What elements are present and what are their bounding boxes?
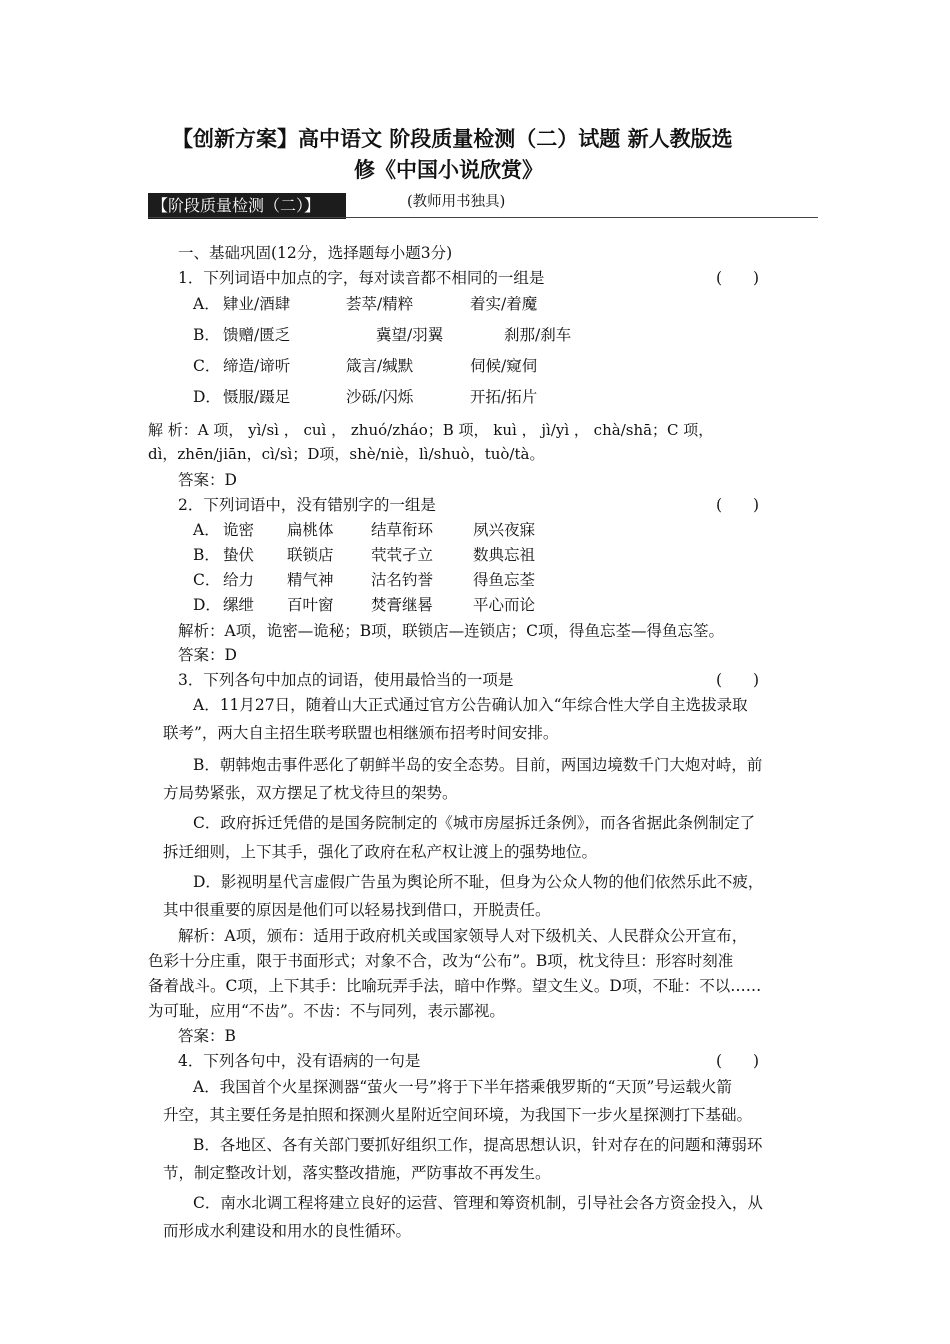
q4-option-c-line2: 而形成水利建设和用水的良性循环。 <box>163 1222 412 1240</box>
q4-option-b-line2: 节，制定整改计划，落实整改措施，严防事故不再发生。 <box>163 1164 551 1182</box>
q1-option-c-item3: 伺候/窥伺 <box>470 357 538 375</box>
q1-option-b-item3: 刹那/刹车 <box>504 326 572 344</box>
q2-explanation: 解析：A项，诡密—诡秘；B项，联锁店—连锁店；C项，得鱼忘荃—得鱼忘筌。 <box>178 622 724 640</box>
q3-option-b-line1: B．朝韩炮击事件恶化了朝鲜半岛的安全态势。目前，两国边境数千门大炮对峙，前 <box>193 756 763 774</box>
q2-option-b-item4: 数典忘祖 <box>473 546 536 564</box>
q3-option-c-line2: 拆迁细则，上下其手，强化了政府在私产权让渡上的强势地位。 <box>163 843 598 861</box>
q3-explanation-line4: 为可耻，应用“不齿”。不齿：不与同列，表示鄙视。 <box>148 1002 505 1020</box>
q3-option-a-line1: A．11月27日，随着山大正式通过官方公告确认加入“年综合性大学自主选拔录取 <box>193 696 748 714</box>
q3-option-b-line2: 方局势紧张，双方摆足了枕戈待旦的架势。 <box>163 784 458 802</box>
q3-explanation-line1: 解析：A项，颁布：适用于政府机关或国家领导人对下级机关、人民群众公开宣布， <box>178 927 748 945</box>
q2-option-b-item2: 联锁店 <box>287 546 334 564</box>
q3-option-c-line1: C．政府拆迁凭借的是国务院制定的《城市房屋拆迁条例》，而各省据此条例制定了 <box>193 814 756 832</box>
q3-answer-blank: ( ) <box>716 671 760 689</box>
q1-option-b-item2: 冀望/羽翼 <box>376 326 444 344</box>
q2-option-c-item3: 沽名钓誉 <box>371 571 434 589</box>
q4-option-c-line1: C．南水北调工程将建立良好的运营、管理和筹资机制，引导社会各方资金投入，从 <box>193 1194 763 1212</box>
q4-option-a-line1: A．我国首个火星探测器“萤火一号”将于下半年搭乘俄罗斯的“天顶”号运载火箭 <box>193 1078 732 1096</box>
q3-option-a-line2: 联考”，两大自主招生联考联盟也相继颁布招考时间安排。 <box>163 724 559 742</box>
q1-explanation-line1: 解 析：A 项， yì/sì ， cuì ， zhuó/zháo；B 项， kuì ， jì/yì ， chà/shā；C 项， <box>148 421 714 439</box>
q1-option-a-item1: 肄业/酒肆 <box>223 295 291 313</box>
q1-option-c-label: C． <box>193 357 221 375</box>
q1-option-d-item1: 慑服/蹑足 <box>223 388 291 406</box>
q1-option-a-label: A． <box>193 295 220 313</box>
q1-answer: 答案：D <box>178 471 237 489</box>
q2-option-a-item4: 夙兴夜寐 <box>473 521 536 539</box>
q2-option-a-label: A． <box>193 521 220 539</box>
q3-explanation-line2: 色彩十分庄重，限于书面形式；对象不合，改为“公布”。B项，枕戈待旦：形容时刻准 <box>148 952 734 970</box>
q1-option-d-item2: 沙砾/闪烁 <box>346 388 414 406</box>
q1-stem: 1．下列词语中加点的字，每对读音都不相同的一组是 <box>178 269 545 287</box>
q2-answer: 答案：D <box>178 646 237 664</box>
q2-option-c-item2: 精气神 <box>287 571 334 589</box>
q2-option-b-item1: 蛰伏 <box>223 546 255 564</box>
q3-option-d-line1: D．影视明星代言虚假广告虽为舆论所不耻，但身为公众人物的他们依然乐此不疲， <box>193 873 764 891</box>
document-title-line1: 【创新方案】高中语文 阶段质量检测（二）试题 新人教版选 <box>172 126 733 151</box>
q2-option-d-item3: 焚膏继晷 <box>371 596 434 614</box>
q3-stem: 3．下列各句中加点的词语，使用最恰当的一项是 <box>178 671 514 689</box>
q1-option-c-item2: 箴言/缄默 <box>346 357 414 375</box>
q2-option-c-label: C． <box>193 571 221 589</box>
q2-option-a-item1: 诡密 <box>223 521 255 539</box>
q1-option-b-item1: 馈赠/匮乏 <box>223 326 291 344</box>
q2-option-a-item3: 结草衔环 <box>371 521 434 539</box>
q1-option-b-label: B． <box>193 326 220 344</box>
section-tag: 【阶段质量检测（二）】 <box>148 193 346 219</box>
q2-option-d-item2: 百叶窗 <box>287 596 334 614</box>
q2-option-d-item4: 平心而论 <box>473 596 536 614</box>
q2-option-c-item4: 得鱼忘荃 <box>473 571 536 589</box>
q2-answer-blank: ( ) <box>716 496 760 514</box>
q2-option-d-label: D． <box>193 596 221 614</box>
q3-explanation-line3: 备着战斗。C项，上下其手：比喻玩弄手法，暗中作弊。望文生义。D项，不耻：不以…… <box>148 977 762 995</box>
q4-stem: 4．下列各句中，没有语病的一句是 <box>178 1052 421 1070</box>
header-rule <box>148 217 818 218</box>
q4-answer-blank: ( ) <box>716 1052 760 1070</box>
q2-stem: 2．下列词语中，没有错别字的一组是 <box>178 496 436 514</box>
q1-option-a-item2: 荟萃/精粹 <box>346 295 414 313</box>
q1-option-c-item1: 缔造/谛听 <box>223 357 291 375</box>
q1-option-a-item3: 着实/着魔 <box>470 295 538 313</box>
q4-option-a-line2: 升空，其主要任务是拍照和探测火星附近空间环境，为我国下一步火星探测打下基础。 <box>163 1106 753 1124</box>
q3-option-d-line2: 其中很重要的原因是他们可以轻易找到借口，开脱责任。 <box>163 901 551 919</box>
q1-option-d-label: D． <box>193 388 221 406</box>
q2-option-b-label: B． <box>193 546 220 564</box>
q2-option-a-item2: 扁桃体 <box>287 521 334 539</box>
section-heading: 一、基础巩固(12分，选择题每小题3分) <box>178 244 453 262</box>
q4-option-b-line1: B．各地区、各有关部门要抓好组织工作，提高思想认识，针对存在的问题和薄弱环 <box>193 1136 763 1154</box>
q1-explanation-line2: dì，zhēn/jiān，cì/sì；D项，shè/niè，lì/shuò，tuò/tà。 <box>148 445 545 463</box>
q2-option-c-item1: 给力 <box>223 571 255 589</box>
q3-answer: 答案：B <box>178 1027 236 1045</box>
q1-option-d-item3: 开拓/拓片 <box>470 388 538 406</box>
q2-option-d-item1: 缧绁 <box>223 596 255 614</box>
q1-answer-blank: ( ) <box>716 269 760 287</box>
document-title-line2: 修《中国小说欣赏》 <box>354 157 543 182</box>
teacher-note: (教师用书独具) <box>407 194 506 210</box>
q2-option-b-item3: 茕茕孑立 <box>371 546 434 564</box>
